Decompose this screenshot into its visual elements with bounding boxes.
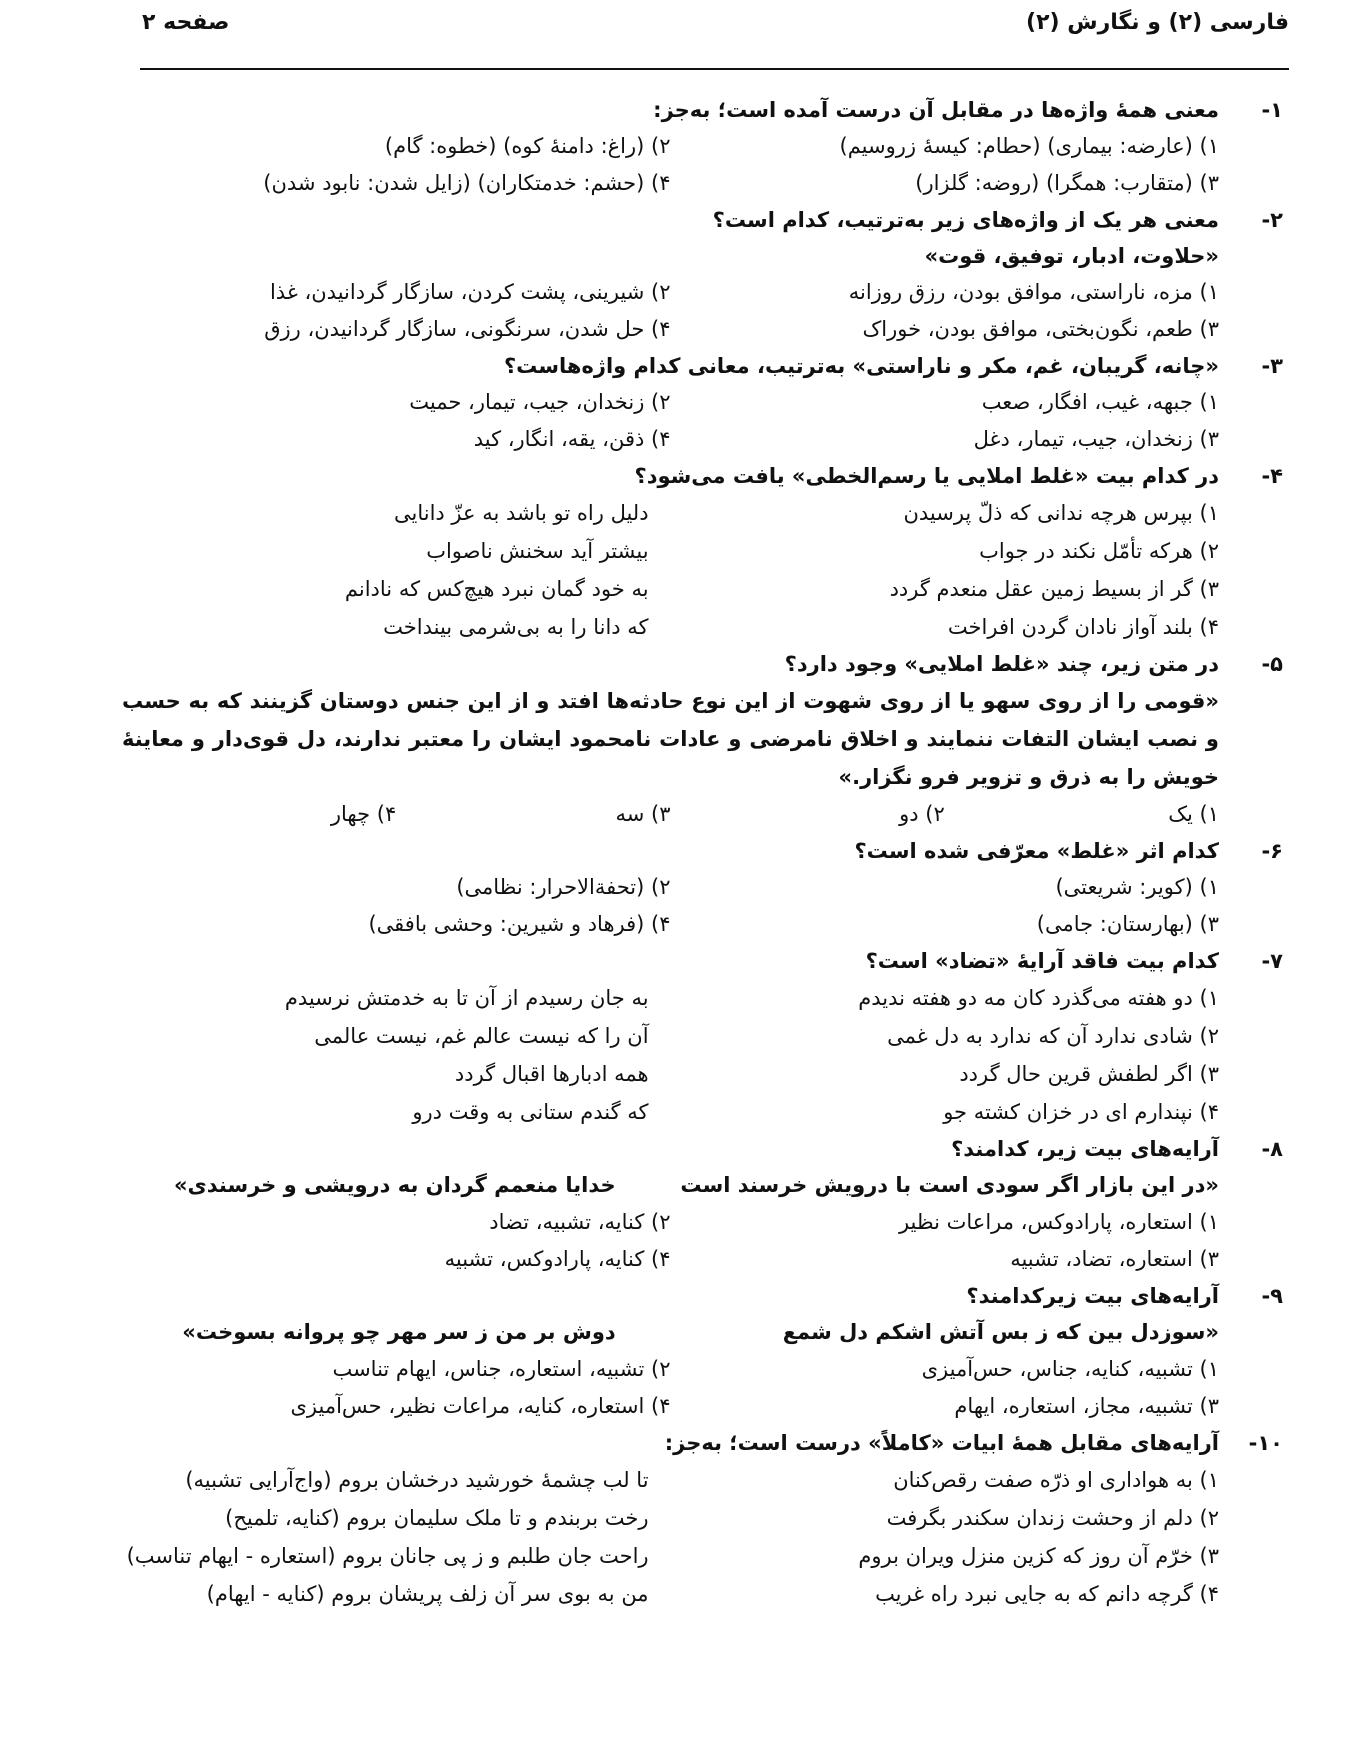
- option-3: ۳) استعاره، تضاد، تشبیه: [1010, 1247, 1219, 1271]
- option-3: ۳) طعم، نگون‌بختی، موافق بودن، خوراک: [862, 317, 1219, 341]
- question-stem: «چانه، گریبان، غم، مکر و ناراستی» به‌ترتیب، معانی کدام واژه‌هاست؟: [503, 354, 1219, 378]
- question-8: [122, 1131, 1283, 1278]
- bayt-3-second: راحت جان طلبم و ز پی جانان بروم (استعاره - ایهام تناسب): [126, 1544, 649, 1568]
- bayt-2-second: بیشتر آید سخنش ناصواب: [426, 539, 649, 563]
- subject-title: فارسی (۲) و نگارش (۲): [1026, 10, 1289, 35]
- question-number: ۱-: [1261, 98, 1283, 122]
- question-words: «حلاوت، ادبار، توفیق، قوت»: [924, 244, 1219, 268]
- bayt-3-first: ۳) اگر لطفش قرین حال گردد: [959, 1062, 1219, 1086]
- option-3: ۳) (بهارستان: جامی): [1036, 912, 1219, 936]
- bayt-2-first: ۲) دلم از وحشت زندان سکندر بگرفت: [886, 1506, 1219, 1530]
- option-3: ۳) تشبیه، مجاز، استعاره، ایهام: [954, 1394, 1219, 1418]
- bayt-second: خدایا منعمم گردان به درویشی و خرسندی»: [173, 1173, 616, 1197]
- bayt-4-second: که دانا را به بی‌شرمی بینداخت: [383, 615, 649, 639]
- option-1: ۱) (کویر: شریعتی): [1055, 875, 1219, 899]
- question-stem: معنی همهٔ واژه‌ها در مقابل آن درست آمده است؛ به‌جز:: [653, 98, 1219, 122]
- question-number: ۶-: [1261, 839, 1283, 863]
- question-stem: کدام بیت فاقد آرایهٔ «تضاد» است؟: [865, 949, 1219, 973]
- bayt-3-second: به خود گمان نبرد هیچ‌کس که نادانم: [344, 577, 649, 601]
- bayt-2-second: رخت بربندم و تا ملک سلیمان بروم (کنایه، تلمیح): [225, 1506, 649, 1530]
- questions: [122, 92, 1283, 1613]
- question-number: ۸-: [1261, 1137, 1283, 1161]
- option-2: ۲) (راغ: دامنهٔ کوه) (خطوه: گام): [384, 134, 671, 158]
- option-4: ۴) استعاره، کنایه، مراعات نظیر، حس‌آمیزی: [290, 1394, 671, 1418]
- bayt-3-second: همه ادبارها اقبال گردد: [454, 1062, 649, 1086]
- question-number: ۵-: [1261, 652, 1283, 676]
- option-1: ۱) جبهه، غیب، افگار، صعب: [981, 390, 1219, 414]
- bayt-second: دوش بر من ز سر مهر چو پروانه بسوخت»: [182, 1320, 616, 1344]
- option-2: ۲) شیرینی، پشت کردن، سازگار گردانیدن، غذا: [269, 280, 671, 304]
- bayt-3-first: ۳) خرّم آن روز که کزین منزل ویران بروم: [858, 1544, 1219, 1568]
- bayt-1-second: تا لب چشمهٔ خورشید درخشان بروم (واج‌آرایی تشبیه): [185, 1468, 649, 1492]
- option-4: ۴) ذقن، یقه، انگار، کید: [473, 427, 671, 451]
- bayt-4-second: که گندم ستانی به وقت درو: [412, 1100, 649, 1124]
- question-stem: معنی هر یک از واژه‌های زیر به‌ترتیب، کدام است؟: [712, 208, 1219, 232]
- question-stem: آرایه‌های بیت زیرکدامند؟: [966, 1284, 1219, 1308]
- bayt-1-second: به جان رسیدم از آن تا به خدمتش نرسیدم: [284, 986, 649, 1010]
- bayt-2-second: آن را که نیست عالم غم، نیست عالمی: [314, 1024, 649, 1048]
- option-1: ۱) تشبیه، کنایه، جناس، حس‌آمیزی: [921, 1357, 1219, 1381]
- option-2: ۲) زنخدان، جیب، تیمار، حمیت: [409, 390, 671, 414]
- option-2: ۲) (تحفةالاحرار: نظامی): [456, 875, 671, 899]
- question-5: [122, 646, 1283, 833]
- question-1: [122, 92, 1283, 202]
- question-number: ۴-: [1261, 464, 1283, 488]
- option-1: ۱) (عارضه: بیماری) (حطام: کیسهٔ زروسیم): [839, 134, 1219, 158]
- question-number: ۷-: [1261, 949, 1283, 973]
- option-4: ۴) (فرهاد و شیرین: وحشی بافقی): [368, 912, 671, 936]
- bayt-4-first: ۴) گرچه دانم که به جایی نبرد راه غریب: [875, 1582, 1219, 1606]
- question-10: [122, 1425, 1283, 1613]
- question-number: ۱۰-: [1248, 1431, 1283, 1455]
- question-stem: کدام اثر «غلط» معرّفی شده است؟: [854, 839, 1219, 863]
- option-3: ۳) زنخدان، جیب، تیمار، دغل: [973, 427, 1219, 451]
- bayt-1-first: ۱) به هواداری او ذرّه صفت رقص‌کنان: [893, 1468, 1219, 1492]
- question-number: ۹-: [1261, 1284, 1283, 1308]
- bayt-1-first: ۱) دو هفته می‌گذرد کان مه دو هفته ندیدم: [858, 986, 1219, 1010]
- question-stem: در متن زیر، چند «غلط املایی» وجود دارد؟: [784, 652, 1219, 676]
- option-4: ۴) حل شدن، سرنگونی، سازگار گردانیدن، رزق: [264, 317, 671, 341]
- bayt-first: «در این بازار اگر سودی است با درویش خرسند است: [680, 1173, 1219, 1197]
- option-1: ۱) یک: [1168, 802, 1219, 826]
- question-4: [122, 458, 1283, 646]
- option-3: ۳) سه: [615, 802, 671, 826]
- bayt-4-first: ۴) نپندارم ای در خزان کشته جو: [943, 1100, 1219, 1124]
- bayt-2-first: ۲) هرکه تأمّل نکند در جواب: [979, 539, 1219, 563]
- option-1: ۱) استعاره، پارادوکس، مراعات نظیر: [898, 1210, 1219, 1234]
- question-7: [122, 943, 1283, 1131]
- option-4: ۴) کنایه، پارادوکس، تشبیه: [444, 1247, 671, 1271]
- bayt-2-first: ۲) شادی ندارد آن که ندارد به دل غمی: [887, 1024, 1219, 1048]
- bayt-3-first: ۳) گر از بسیط زمین عقل منعدم گردد: [889, 577, 1219, 601]
- question-number: ۲-: [1261, 208, 1283, 232]
- option-4: ۴) (حشم: خدمتکاران) (زایل شدن: نابود شدن): [263, 171, 671, 195]
- question-passage: «قومی را از روی سهو یا از روی شهوت از این نوع حادثه‌ها افتد و از این جنس دوستان گزینند که به حسب و نصب ایشان التفات ننمایند و اخلاق نامرضی و عادات نامحمود ایشان را معتبر ندارند، دل قوی‌دار و معاینهٔ خویش را به ذرق و تزویر فرو نگزار.»: [122, 689, 1219, 789]
- option-2: ۲) تشبیه، استعاره، جناس، ایهام تناسب: [332, 1357, 671, 1381]
- question-stem: آرایه‌های مقابل همهٔ ابیات «کاملاً» درست است؛ به‌جز:: [664, 1431, 1219, 1455]
- bayt-first: «سوزدل بین که ز بس آتش اشکم دل شمع: [782, 1320, 1219, 1344]
- option-2: ۲) دو: [899, 802, 945, 826]
- page-number: صفحه ۲: [142, 10, 230, 35]
- question-stem: در کدام بیت «غلط املایی یا رسم‌الخطی» یافت می‌شود؟: [634, 464, 1219, 488]
- question-6: [122, 833, 1283, 943]
- question-9: [122, 1278, 1283, 1425]
- question-2: [122, 202, 1283, 348]
- bayt-4-second: من به بوی سر آن زلف پریشان بروم (کنایه - ایهام): [206, 1582, 649, 1606]
- bayt-1-second: دلیل راه تو باشد به عزّ دانایی: [393, 501, 649, 525]
- question-stem: آرایه‌های بیت زیر، کدامند؟: [951, 1137, 1219, 1161]
- option-4: ۴) چهار: [330, 802, 397, 826]
- bayt-4-first: ۴) بلند آواز نادان گردن افراخت: [947, 615, 1219, 639]
- option-3: ۳) (متقارب: همگرا) (روضه: گلزار): [915, 171, 1219, 195]
- bayt-1-first: ۱) بپرس هرچه ندانی که ذلّ پرسیدن: [903, 501, 1219, 525]
- question-number: ۳-: [1261, 354, 1283, 378]
- question-3: [122, 348, 1283, 458]
- option-1: ۱) مزه، ناراستی، موافق بودن، رزق روزانه: [848, 280, 1219, 304]
- page-header: [140, 10, 1289, 70]
- option-2: ۲) کنایه، تشبیه، تضاد: [489, 1210, 671, 1234]
